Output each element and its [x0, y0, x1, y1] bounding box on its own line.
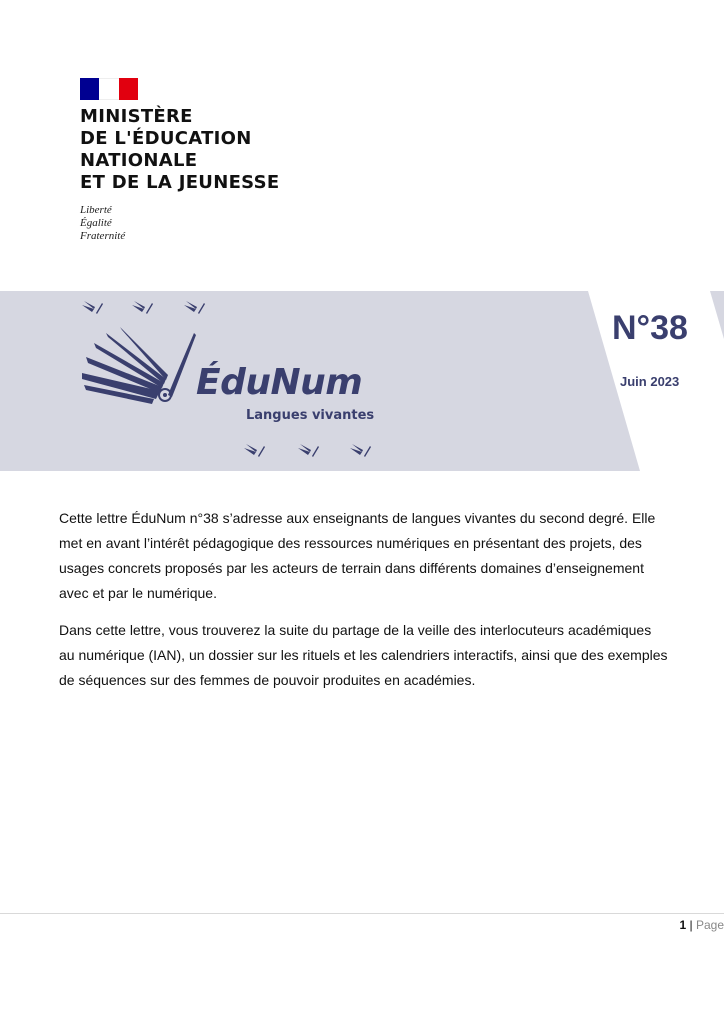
page-separator: | [689, 918, 693, 932]
footer-divider [0, 913, 724, 914]
ministry-line: ET DE LA JEUNESSE [80, 172, 280, 193]
ministry-line: DE L'ÉDUCATION [80, 128, 252, 149]
french-flag-icon [80, 78, 138, 100]
intro-text [59, 506, 669, 705]
page-number-value: 1 [679, 918, 687, 932]
page-label: Page [695, 918, 724, 932]
motto-liberte: Liberté [80, 204, 112, 216]
intro-paragraph: Dans cette lettre, vous trouverez la suite du partage de la veille des interlocuteurs académiques au numérique (IAN), un dossier sur les rituels et les calendriers interactifs, ainsi que des exemples de séquences sur des femmes de pouvoir produites en académies. [59, 622, 668, 688]
ministry-line: NATIONALE [80, 150, 198, 171]
ministry-logo [80, 78, 320, 243]
issue-date: Juin 2023 [620, 374, 680, 389]
page-number [679, 918, 724, 932]
ministry-name [80, 106, 320, 194]
intro-paragraph: Cette lettre ÉduNum n°38 s’adresse aux enseignants de langues vivantes du second degré. Elle met en avant l’intérêt pédagogique des ressources numériques en présentant des projets, des usages concrets proposés par les acteurs de terrain dans différents domaines d’enseignement avec et par le numérique. [59, 510, 656, 601]
issue-number: N°38 [612, 309, 688, 347]
ministry-line: MINISTÈRE [80, 106, 193, 127]
edunum-title: ÉduNum [196, 362, 363, 403]
edunum-subtitle: Langues vivantes [246, 408, 375, 423]
motto-fraternite: Fraternité [80, 230, 126, 242]
motto-egalite: Égalité [80, 217, 112, 229]
small-book-icon [82, 301, 205, 314]
republic-motto [80, 204, 320, 243]
